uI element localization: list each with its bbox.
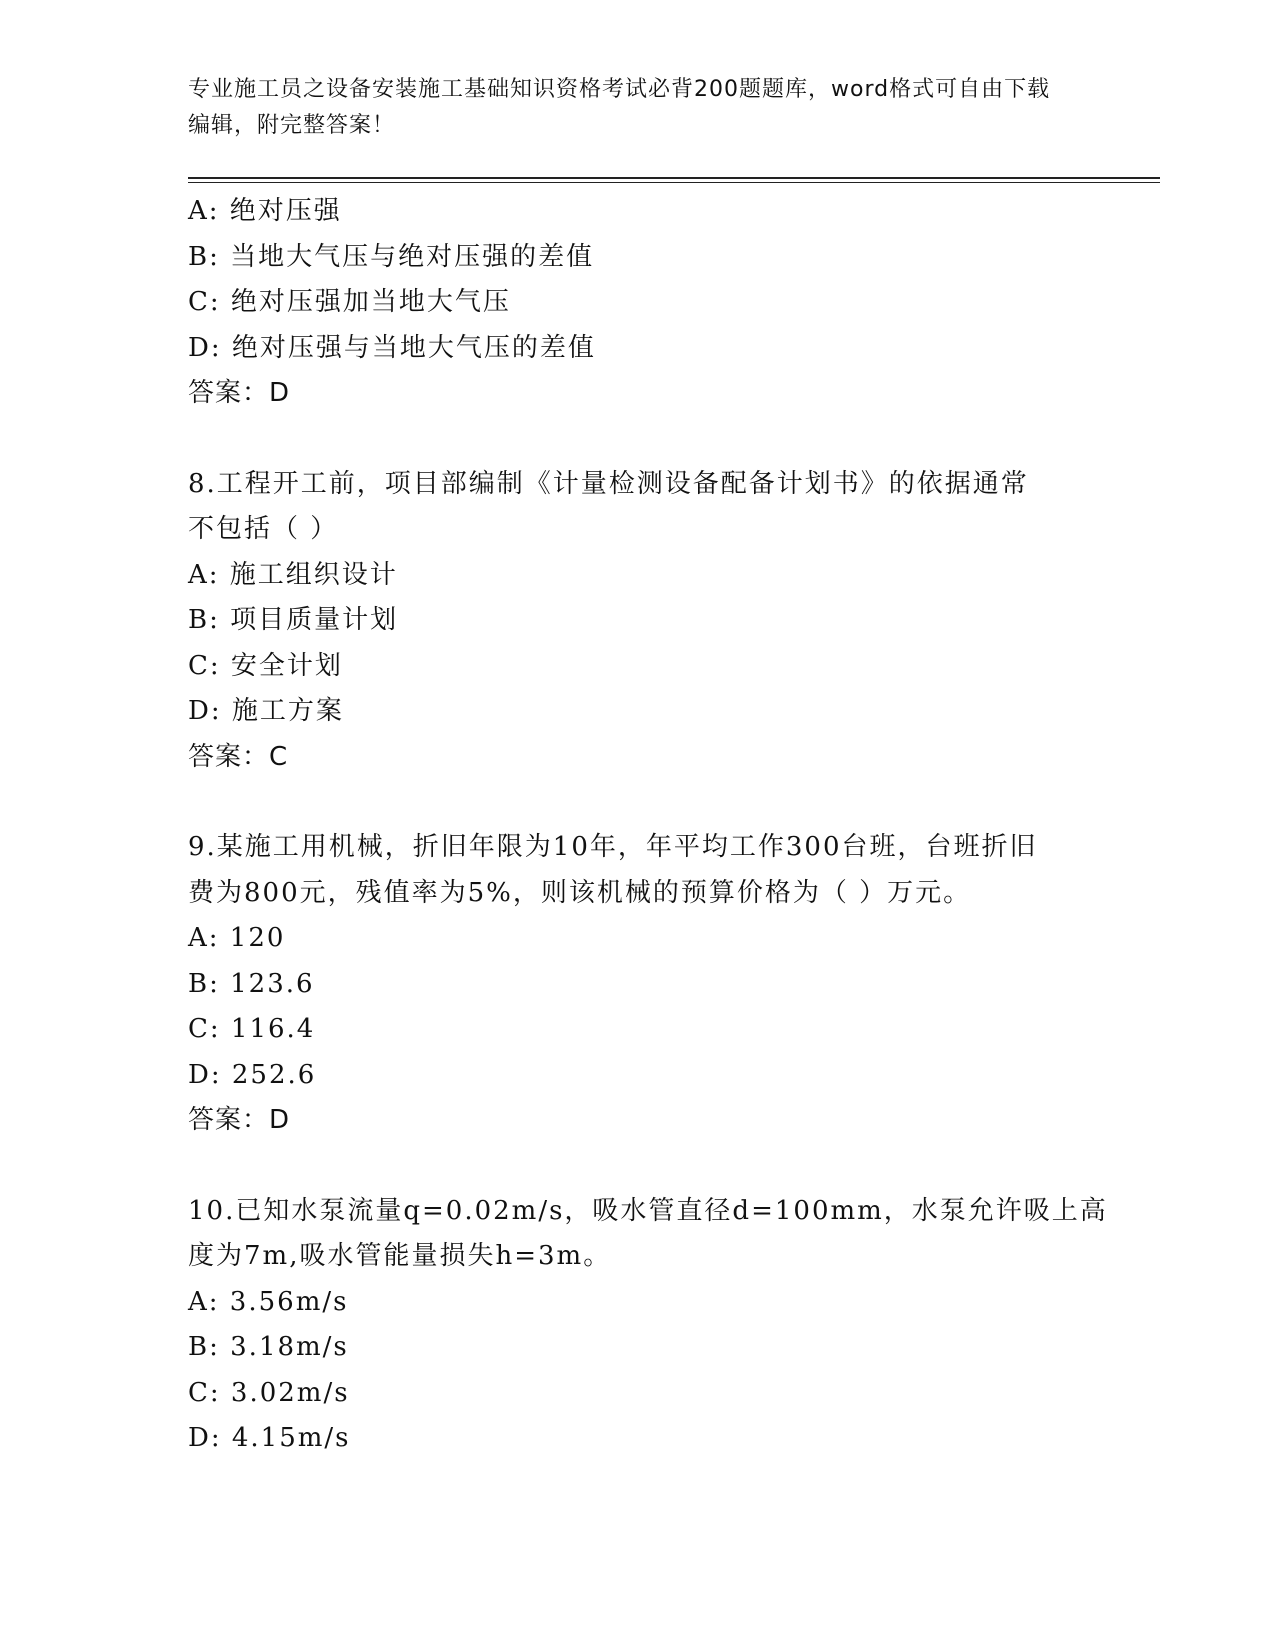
question-10 [188, 1189, 1108, 1462]
option-b: B: 当地大气压与绝对压强的差值 [188, 241, 595, 272]
question-stem-continued: 费为800元，残值率为5%，则该机械的预算价格为（ ）万元。 [188, 877, 972, 908]
question-stem-continued: 不包括（ ） [188, 514, 339, 544]
question-7 [188, 189, 1088, 417]
option-a: A: 120 [188, 923, 286, 953]
answer: 答案：D [188, 1105, 291, 1135]
option-c: C: 安全计划 [188, 650, 343, 681]
document-content [188, 189, 1108, 1462]
option-a: A: 绝对压强 [188, 196, 342, 226]
option-a: A: 3.56m/s [188, 1286, 349, 1317]
option-d: D: 绝对压强与当地大气压的差值 [188, 332, 596, 363]
question-8 [188, 462, 1088, 781]
option-b: B: 123.6 [188, 968, 315, 999]
option-b: B: 3.18m/s [188, 1332, 349, 1362]
option-c: C: 116.4 [188, 1014, 316, 1044]
header-divider [188, 177, 1160, 183]
question-9 [188, 825, 1088, 1144]
option-c: C: 绝对压强加当地大气压 [188, 287, 511, 317]
option-d: D: 4.15m/s [188, 1423, 351, 1453]
question-stem: 9.某施工用机械，折旧年限为10年，年平均工作300台班，台班折旧 [188, 832, 1038, 862]
option-d: D: 252.6 [188, 1059, 317, 1090]
question-stem-continued: 度为7m,吸水管能量损失h=3m。 [188, 1241, 612, 1271]
option-b: B: 项目质量计划 [188, 605, 399, 635]
question-stem: 10.已知水泵流量q=0.02m/s，吸水管直径d=100mm，水泵允许吸上高 [188, 1195, 1108, 1226]
option-a: A: 施工组织设计 [188, 559, 398, 590]
answer: 答案：C [188, 741, 289, 772]
option-d: D: 施工方案 [188, 696, 344, 726]
option-c: C: 3.02m/s [188, 1377, 350, 1408]
answer: 答案：D [188, 378, 291, 408]
document-header-title: 专业施工员之设备安装施工基础知识资格考试必背200题题库，word格式可自由下载编辑，附完整答案！ [188, 77, 1051, 138]
question-stem: 8.工程开工前，项目部编制《计量检测设备配备计划书》的依据通常 [188, 468, 1029, 499]
